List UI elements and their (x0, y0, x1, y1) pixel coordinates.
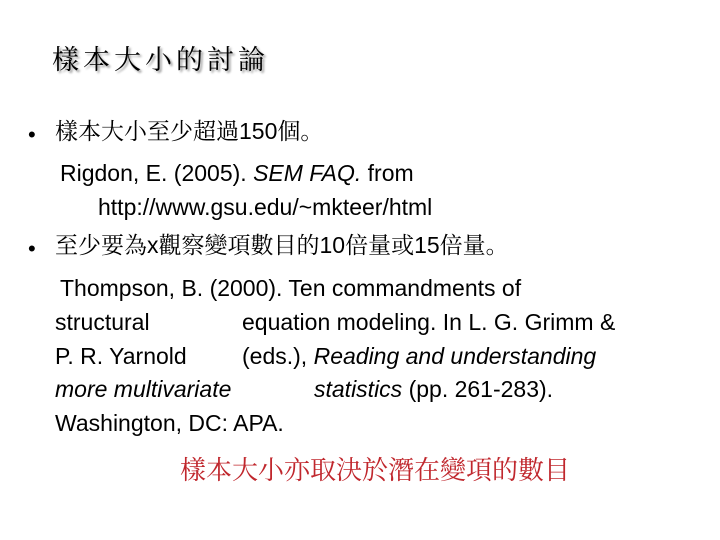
reference-text: from (361, 160, 414, 186)
reference-italic-text: Reading and understanding (313, 343, 597, 369)
bullet-text: 樣本大小至少超過150個。 (55, 118, 324, 144)
reference-line (55, 378, 231, 401)
reference-line: Thompson, B. (2000). Ten commandments of (60, 275, 522, 301)
bullet-marker: • (28, 236, 36, 261)
reference-line (55, 311, 150, 334)
reference-line (60, 162, 414, 185)
reference-text: P. R. Yarnold (55, 343, 187, 369)
bullet-marker: • (28, 122, 36, 147)
reference-line: Washington, DC: APA. (55, 410, 284, 436)
bullet-text: 至少要為x觀察變項數目的10倍量或15倍量。 (55, 232, 509, 258)
reference-line (242, 345, 596, 368)
highlight-note: 樣本大小亦取決於潛在變項的數目 (180, 456, 571, 486)
reference-line (55, 345, 187, 368)
reference-text: (pp. 261-283). (402, 376, 554, 402)
reference-italic-text: more multivariate (55, 376, 232, 402)
reference-text: Rigdon, E. (2005). (60, 160, 254, 186)
slide-title: 樣本大小的討論 (52, 45, 269, 76)
reference-line (314, 378, 553, 401)
reference-text: (eds.), (242, 343, 314, 369)
reference-text: structural (55, 309, 150, 335)
reference-url: http://www.gsu.edu/~mkteer/html (98, 194, 433, 220)
reference-line (242, 311, 615, 334)
reference-italic-text: SEM FAQ. (253, 160, 362, 186)
reference-text: equation modeling. In L. G. Grimm & (242, 309, 616, 335)
reference-italic-text: statistics (314, 376, 403, 402)
